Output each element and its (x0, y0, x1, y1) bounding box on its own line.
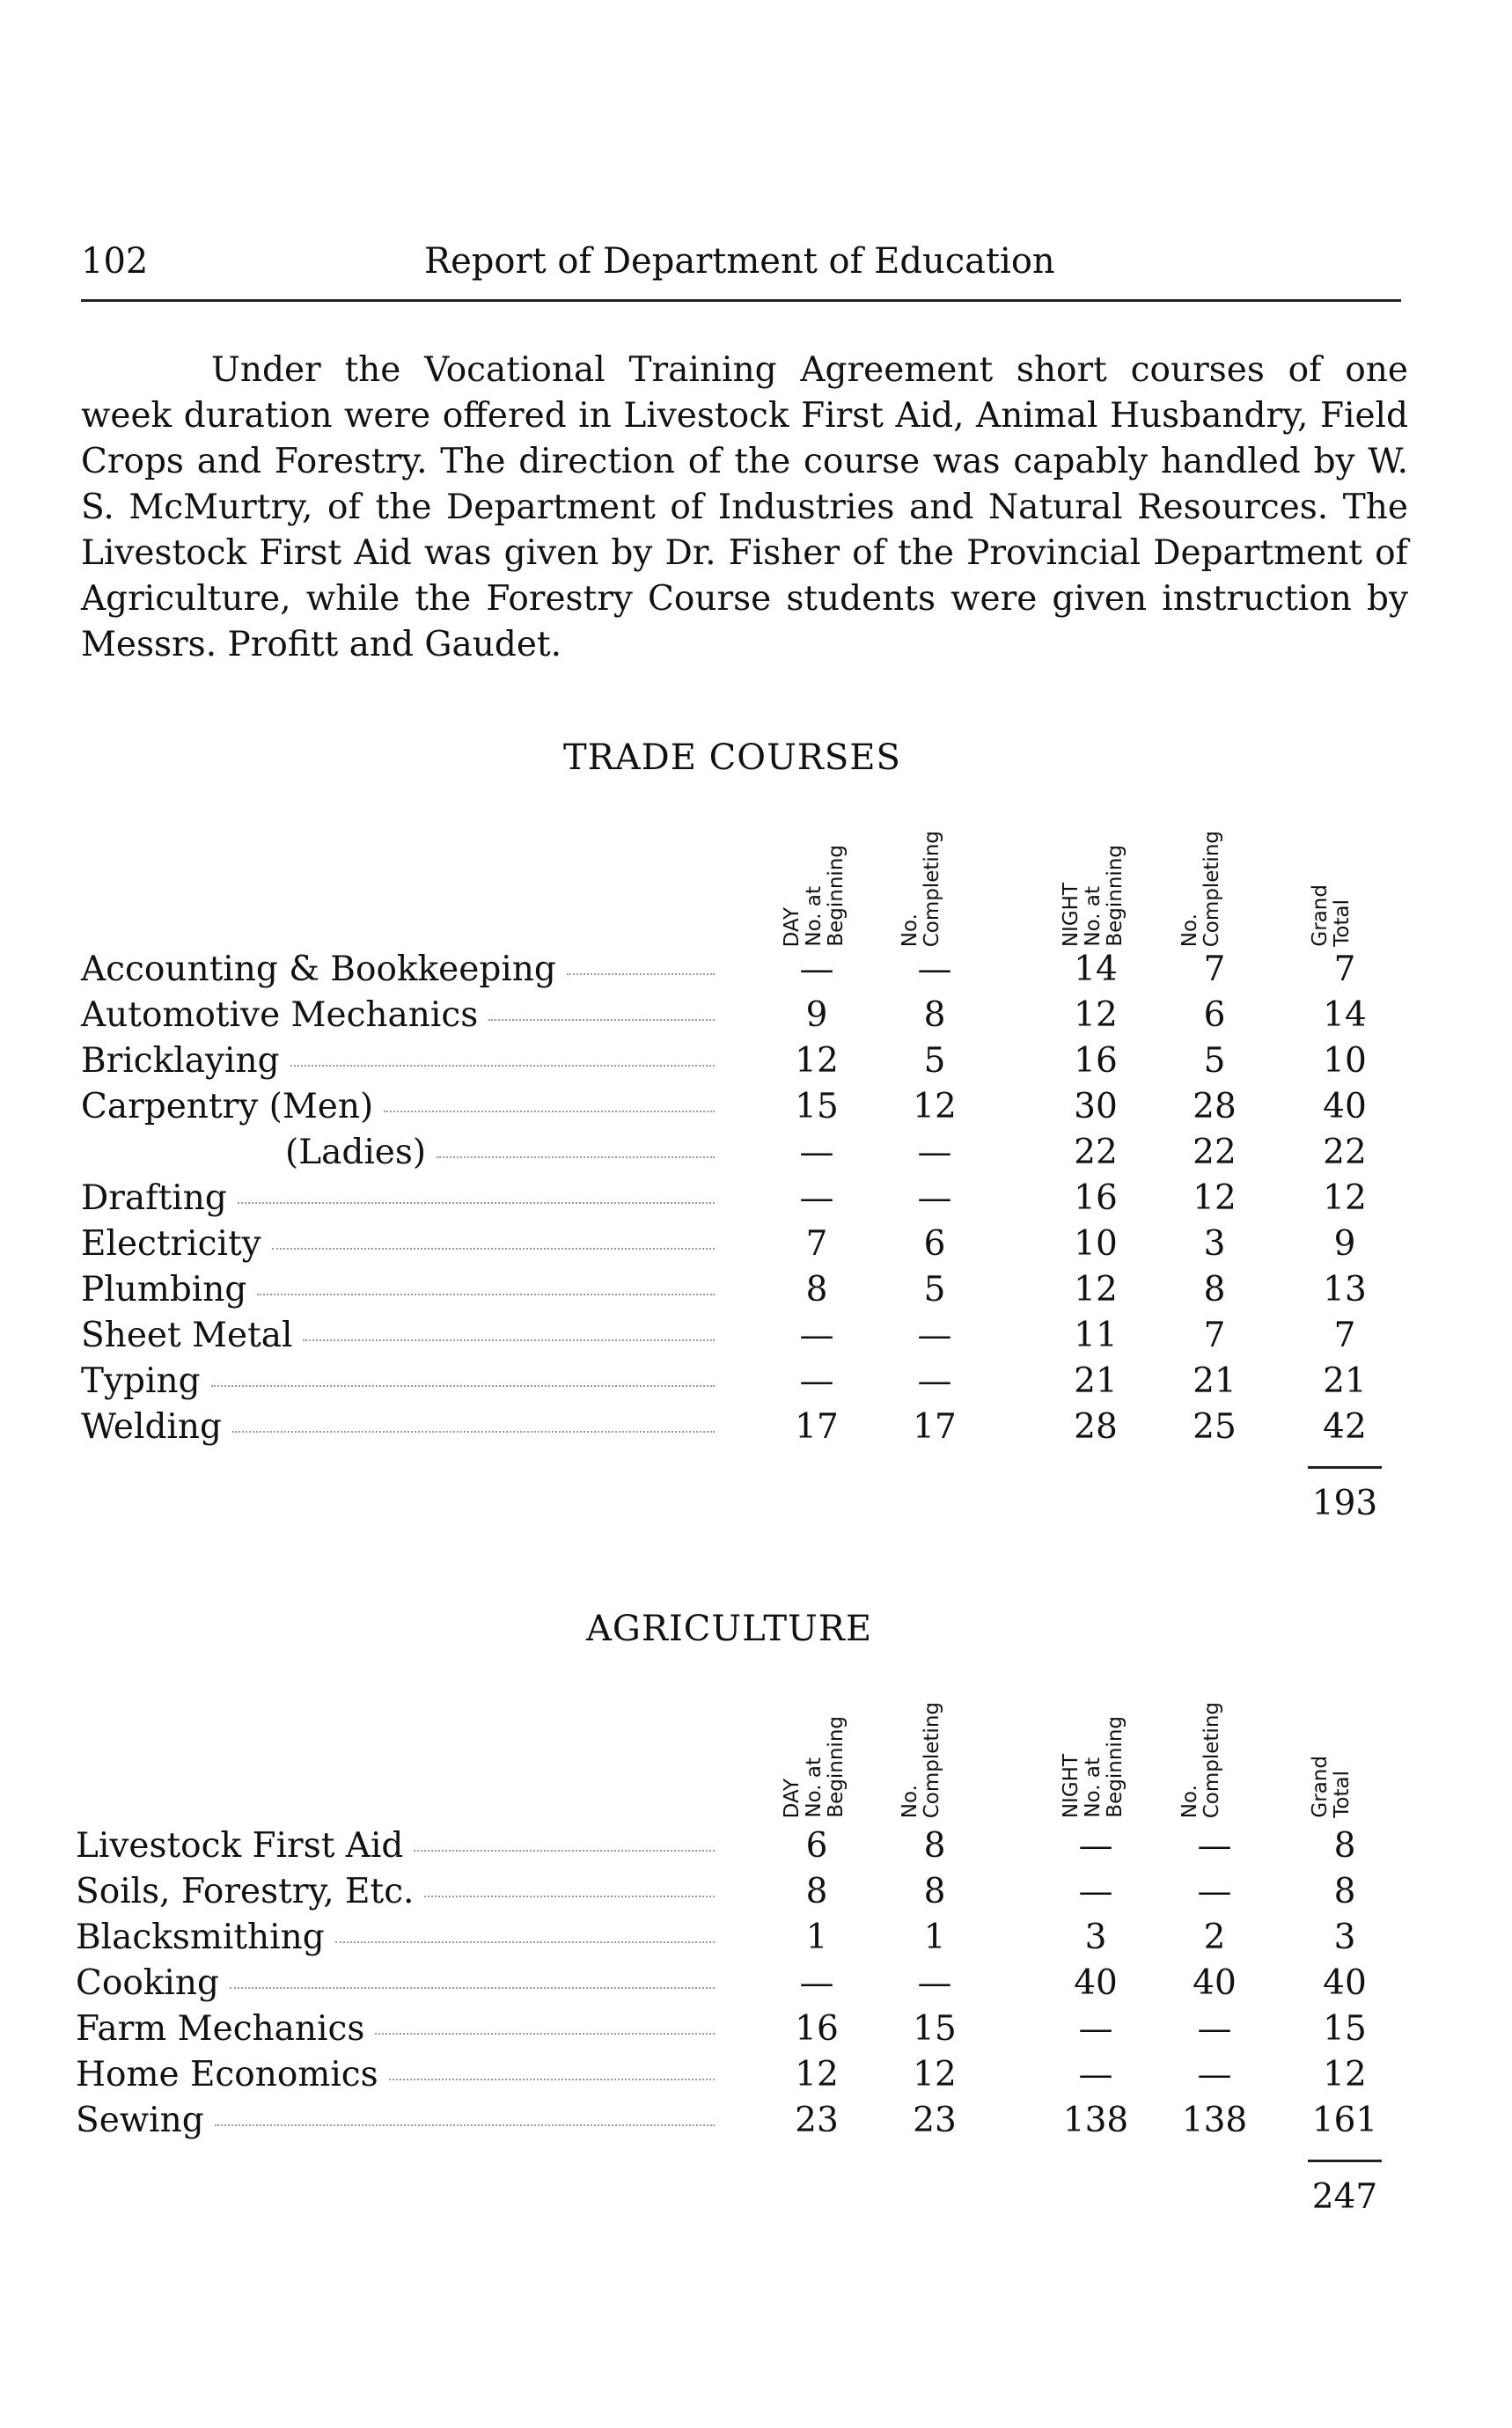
trade-cell: 21 (1323, 1361, 1367, 1401)
agriculture-cell: — (1197, 1872, 1232, 1911)
leader-dots (384, 1084, 715, 1112)
trade-cell: 8 (805, 1270, 828, 1309)
trade-courses-title: TRADE COURSES (563, 737, 901, 778)
trade-row-label (81, 1267, 715, 1313)
trade-cell: 40 (1323, 1087, 1367, 1126)
agriculture-row-label-text: Sewing (76, 2098, 215, 2144)
trade-cell: 30 (1074, 1087, 1118, 1126)
trade-cell: 12 (1323, 1178, 1367, 1218)
agriculture-row-label-text: Blacksmithing (76, 1915, 335, 1961)
trade-column-header (1179, 783, 1223, 947)
trade-cell: 12 (795, 1041, 839, 1081)
agriculture-cell: — (917, 1963, 952, 2003)
agriculture-column-header (1179, 1654, 1223, 1818)
trade-column-header-line: No. at (803, 886, 826, 947)
leader-dots (303, 1313, 715, 1341)
trade-cell: 42 (1323, 1407, 1367, 1447)
table-row (0, 1313, 1512, 1359)
agriculture-cell: — (1197, 2009, 1232, 2049)
trade-cell: 7 (1203, 1316, 1226, 1355)
agriculture-cell: 8 (923, 1872, 946, 1911)
trade-row-label-text: Bricklaying (81, 1038, 290, 1084)
table-row (0, 1823, 1512, 1869)
trade-row-label-text: Carpentry (Men) (81, 1084, 384, 1130)
trade-row-label-text: Automotive Mechanics (81, 993, 488, 1038)
agriculture-cell: 1 (805, 1918, 828, 1957)
agriculture-cell: 40 (1323, 1963, 1367, 2003)
trade-cell: — (917, 1361, 952, 1401)
header-rule (81, 299, 1401, 302)
trade-row-label (81, 1176, 715, 1221)
table-row (0, 1084, 1512, 1130)
trade-cell: — (917, 950, 952, 989)
trade-cell: — (917, 1316, 952, 1355)
trade-cell: 16 (1074, 1178, 1118, 1218)
table-row (0, 2052, 1512, 2098)
leader-dots (232, 1405, 715, 1433)
agriculture-cell: 15 (913, 2009, 957, 2049)
trade-cell: 14 (1074, 950, 1118, 989)
trade-column-header-line: DAY (781, 906, 804, 947)
agriculture-row-label (76, 2052, 715, 2098)
trade-cell: 15 (795, 1087, 839, 1126)
trade-column-header-line: Total (1331, 899, 1354, 947)
page-header (81, 241, 1401, 297)
trade-cell: 9 (1333, 1224, 1356, 1264)
trade-row-label-text: Plumbing (81, 1267, 257, 1313)
agriculture-cell: 3 (1333, 1918, 1356, 1957)
trade-column-header-line: Grand (1309, 884, 1332, 947)
trade-cell: — (799, 1133, 834, 1172)
agriculture-cell: 138 (1181, 2101, 1248, 2140)
agriculture-column-header-line: Completing (921, 1701, 943, 1818)
agriculture-cell: 23 (913, 2101, 957, 2140)
trade-column-header-line: No. (1178, 913, 1201, 947)
agriculture-cell: 2 (1203, 1918, 1226, 1957)
trade-column-header-line: No. (899, 913, 921, 947)
leader-dots (238, 1176, 715, 1204)
trade-cell: 17 (913, 1407, 957, 1447)
agriculture-row-label-text: Soils, Forestry, Etc. (76, 1869, 424, 1915)
table-row (0, 1038, 1512, 1084)
agriculture-cell: 40 (1074, 1963, 1118, 2003)
trade-row-label-text: Typing (81, 1359, 211, 1405)
agriculture-cell: 8 (923, 1826, 946, 1866)
trade-cell: 16 (1074, 1041, 1118, 1081)
trade-cell: — (799, 1361, 834, 1401)
agriculture-cell: 12 (913, 2055, 957, 2094)
trade-total-rule (1308, 1466, 1382, 1469)
agriculture-cell: 16 (795, 2009, 839, 2049)
agriculture-row-label (76, 1915, 715, 1961)
trade-cell: 5 (1203, 1041, 1226, 1081)
agriculture-column-header-line: Completing (1200, 1701, 1223, 1818)
agriculture-column-header-line: Beginning (825, 1716, 848, 1818)
trade-row-label (81, 1038, 715, 1084)
trade-cell: 3 (1203, 1224, 1226, 1264)
trade-cell: 8 (923, 995, 946, 1035)
agriculture-row-label-text: Home Economics (76, 2052, 389, 2098)
agriculture-cell: 1 (923, 1918, 946, 1957)
agriculture-column-header (782, 1654, 848, 1818)
table-row (0, 947, 1512, 993)
agriculture-row-label-text: Livestock First Aid (76, 1823, 414, 1869)
agriculture-row-label (76, 2006, 715, 2052)
trade-row-label (285, 1130, 715, 1176)
agriculture-column-header-line: Beginning (1104, 1716, 1127, 1818)
trade-column-header-line: Beginning (825, 845, 848, 947)
trade-cell: — (917, 1133, 952, 1172)
trade-cell: 14 (1323, 995, 1367, 1035)
trade-column-header (782, 783, 848, 947)
agriculture-cell: 40 (1193, 1963, 1237, 2003)
table-row (0, 1359, 1512, 1405)
trade-cell: 6 (1203, 995, 1226, 1035)
agriculture-cell: 15 (1323, 2009, 1367, 2049)
trade-row-label (81, 1359, 715, 1405)
trade-cell: 6 (923, 1224, 946, 1264)
agriculture-column-header-line: No. (1178, 1784, 1201, 1818)
intro-text: Under the Vocational Training Agreement short courses of one week duration were offered in Livestock First Aid, Animal Husbandry, Field Crops and Forestry. The direction of the course was capably handled by W. S. McMurtry, of the Department of Industries and Natural Resources. The Livestock First Aid was given by Dr. Fisher of the Provincial Department of Agriculture, while the Forestry Course students were given instruction by Messrs. Profitt and Gaudet. (81, 350, 1408, 664)
agriculture-cell: 6 (805, 1826, 828, 1866)
trade-cell: 9 (805, 995, 828, 1035)
trade-grand-total: 193 (1311, 1484, 1378, 1523)
trade-cell: — (799, 1178, 834, 1218)
leader-dots (215, 2098, 715, 2126)
agriculture-column-header (899, 1654, 943, 1818)
agriculture-cell: — (1197, 2055, 1232, 2094)
leader-dots (211, 1359, 715, 1387)
agriculture-row-label-text: Farm Mechanics (76, 2006, 375, 2052)
agriculture-cell: — (1078, 2055, 1113, 2094)
agriculture-column-header (1061, 1654, 1127, 1818)
agriculture-grand-total: 247 (1311, 2177, 1378, 2217)
table-row (0, 1869, 1512, 1915)
agriculture-cell: — (1078, 1872, 1113, 1911)
leader-dots (437, 1130, 715, 1158)
trade-cell: 28 (1074, 1407, 1118, 1447)
trade-cell: 7 (1333, 950, 1356, 989)
trade-row-label (81, 1221, 715, 1267)
trade-cell: 7 (1333, 1316, 1356, 1355)
agriculture-cell: 8 (805, 1872, 828, 1911)
table-row (0, 1405, 1512, 1450)
table-row (0, 993, 1512, 1038)
trade-cell: 7 (805, 1224, 828, 1264)
agriculture-cell: 138 (1062, 2101, 1129, 2140)
trade-row-label (81, 1313, 715, 1359)
agriculture-column-header-line: NIGHT (1060, 1753, 1083, 1818)
agriculture-title: AGRICULTURE (586, 1609, 873, 1649)
trade-cell: 12 (1193, 1178, 1237, 1218)
trade-row-label-text: Sheet Metal (81, 1313, 303, 1359)
agriculture-column-header-line: Grand (1309, 1756, 1332, 1818)
table-row (0, 1221, 1512, 1267)
trade-column-header-line: No. at (1082, 886, 1105, 947)
agriculture-cell: — (1197, 1826, 1232, 1866)
trade-row-label-text: Drafting (81, 1176, 238, 1221)
agriculture-row-label (76, 1869, 715, 1915)
table-row (0, 1267, 1512, 1313)
trade-row-label (81, 947, 715, 993)
trade-cell: 25 (1193, 1407, 1237, 1447)
leader-dots (375, 2006, 715, 2035)
agriculture-row-label-text: Cooking (76, 1961, 230, 2006)
trade-row-label (81, 993, 715, 1038)
trade-column-header (1061, 783, 1127, 947)
agriculture-cell: 8 (1333, 1826, 1356, 1866)
table-row (0, 1130, 1512, 1176)
agriculture-cell: — (1078, 2009, 1113, 2049)
leader-dots (488, 993, 715, 1021)
agriculture-cell: 161 (1311, 2101, 1378, 2140)
trade-cell: 10 (1323, 1041, 1367, 1081)
trade-row-label-text: Welding (81, 1405, 232, 1450)
trade-cell: — (917, 1178, 952, 1218)
trade-cell: 7 (1203, 950, 1226, 989)
trade-cell: 21 (1074, 1361, 1118, 1401)
trade-cell: 12 (1074, 995, 1118, 1035)
trade-cell: 28 (1193, 1087, 1237, 1126)
trade-cell: 22 (1074, 1133, 1118, 1172)
agriculture-row-label (76, 1961, 715, 2006)
trade-cell: 5 (923, 1270, 946, 1309)
agriculture-column-header-line: No. at (1082, 1757, 1105, 1818)
trade-cell: 12 (913, 1087, 957, 1126)
trade-cell: 5 (923, 1041, 946, 1081)
leader-dots (272, 1221, 715, 1250)
agriculture-cell: 3 (1084, 1918, 1107, 1957)
trade-column-header-line: Completing (921, 830, 943, 947)
leader-dots (389, 2052, 715, 2080)
running-title: Report of Department of Education (424, 241, 1055, 282)
agriculture-cell: 8 (1333, 1872, 1356, 1911)
page-number: 102 (81, 241, 149, 282)
agriculture-row-label (76, 2098, 715, 2144)
agriculture-cell: — (799, 1963, 834, 2003)
trade-row-label (81, 1405, 715, 1450)
table-row (0, 1915, 1512, 1961)
agriculture-cell: 12 (1323, 2055, 1367, 2094)
agriculture-cell: 23 (795, 2101, 839, 2140)
trade-cell: 8 (1203, 1270, 1226, 1309)
table-row (0, 2006, 1512, 2052)
trade-cell: 22 (1323, 1133, 1367, 1172)
table-row (0, 2098, 1512, 2144)
agriculture-column-header-line: Total (1331, 1771, 1354, 1818)
agriculture-cell: 12 (795, 2055, 839, 2094)
trade-cell: — (799, 950, 834, 989)
trade-row-label-text: Accounting & Bookkeeping (81, 947, 567, 993)
trade-cell: 13 (1323, 1270, 1367, 1309)
trade-cell: 17 (795, 1407, 839, 1447)
trade-column-header-line: Completing (1200, 830, 1223, 947)
trade-cell: 10 (1074, 1224, 1118, 1264)
leader-dots (567, 947, 715, 975)
trade-row-label-text: Electricity (81, 1221, 272, 1267)
trade-cell: 22 (1193, 1133, 1237, 1172)
trade-cell: 11 (1074, 1316, 1118, 1355)
trade-cell: 21 (1193, 1361, 1237, 1401)
trade-column-header (899, 783, 943, 947)
agriculture-total-rule (1308, 2160, 1382, 2162)
agriculture-row-label (76, 1823, 715, 1869)
leader-dots (414, 1823, 715, 1852)
leader-dots (257, 1267, 715, 1295)
leader-dots (290, 1038, 715, 1067)
leader-dots (335, 1915, 715, 1943)
trade-column-header-line: Beginning (1104, 845, 1127, 947)
trade-row-label (81, 1084, 715, 1130)
leader-dots (424, 1869, 715, 1897)
trade-row-label-text: (Ladies) (285, 1130, 437, 1176)
table-row (0, 1176, 1512, 1221)
agriculture-column-header-line: DAY (781, 1778, 804, 1818)
agriculture-column-header-line: No. at (803, 1757, 826, 1818)
trade-cell: — (799, 1316, 834, 1355)
intro-paragraph (81, 348, 1408, 668)
table-row (0, 1961, 1512, 2006)
trade-cell: 12 (1074, 1270, 1118, 1309)
trade-column-header (1310, 783, 1354, 947)
agriculture-cell: — (1078, 1826, 1113, 1866)
leader-dots (230, 1961, 715, 1989)
trade-column-header-line: NIGHT (1060, 882, 1083, 947)
agriculture-column-header-line: No. (899, 1784, 921, 1818)
agriculture-column-header (1310, 1654, 1354, 1818)
